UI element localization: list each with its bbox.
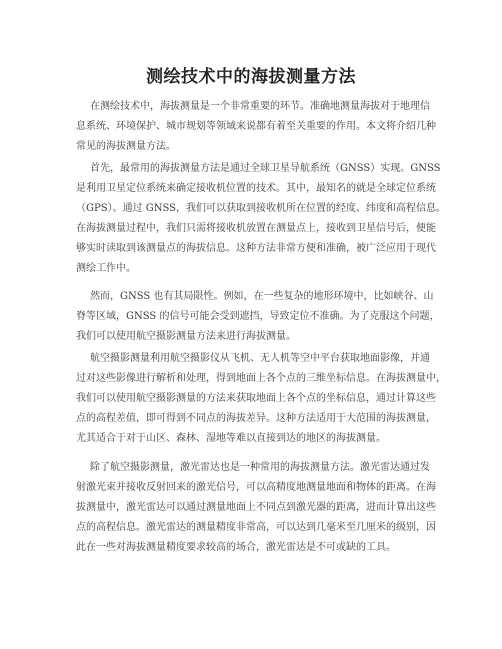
paragraph-lidar xyxy=(76,458,436,558)
paragraph-line: 除了航空摄影测量，激光雷达也是一种常用的海拔测量方法。激光雷达通过发 xyxy=(90,462,430,473)
paragraph-line: 在测绘技术中，海拔测量是一个非常重要的环节。准确地测量海拔对于地理信 xyxy=(90,101,430,112)
paragraph-line: （GPS）。通过 GNSS，我们可以获取到接收机所在位置的经度、纬度和高程信息。 xyxy=(76,203,447,214)
paragraph-intro xyxy=(76,97,436,157)
paragraph-line: 射激光束并接收反射回来的激光信号，可以高精度地测量地面和物体的距离。在海 xyxy=(76,482,436,493)
paragraph-line: 尤其适合于对于山区、森林、湿地等难以直接到达的地区的海拔测量。 xyxy=(76,433,386,444)
paragraph-line: 此在一些对海拔测量精度要求较高的场合，激光雷达是不可或缺的工具。 xyxy=(76,542,396,553)
paragraph-line: 常见的海拔测量方法。 xyxy=(76,141,176,152)
paragraph-line: 过对这些影像进行解析和处理，得到地面上各个点的三维坐标信息。在海拔测量中， xyxy=(76,373,446,384)
paragraph-line: 我们可以使用航空摄影测量的方法来获取地面上各个点的坐标信息，通过计算这些 xyxy=(76,393,436,404)
paragraph-gnss-limitations xyxy=(76,287,440,347)
paragraph-line: 点的高程信息。激光雷达的测量精度非常高，可以达到几毫米至几厘米的级别，因 xyxy=(76,522,436,533)
paragraph-line: 我们可以使用航空摄影测量方法来进行海拔测量。 xyxy=(76,331,296,342)
paragraph-line: 够实时读取到该测量点的海拔信息。这种方法非常方便和准确，被广泛应用于现代 xyxy=(76,243,436,254)
paragraph-line: 首先，最常用的海拔测量方法是通过全球卫星导航系统（GNSS）实现。GNSS xyxy=(90,163,441,174)
paragraph-line: 拔测量中，激光雷达可以通过测量地面上不同点到激光器的距离，进而计算出这些 xyxy=(76,502,436,513)
paragraph-line: 测绘工作中。 xyxy=(76,263,136,274)
paragraph-line: 息系统、环境保护、城市规划等领域来说都有着至关重要的作用。本文将介绍几种 xyxy=(76,121,436,132)
paragraph-line: 点的高程差值，即可得到不同点的海拔差异。这种方法适用于大范围的海拔测量， xyxy=(76,413,436,424)
paragraph-gnss xyxy=(76,159,447,279)
paragraph-line: 脊等区域，GNSS 的信号可能会受到遮挡，导致定位不准确。为了克服这个问题， xyxy=(76,311,440,322)
paragraph-line: 是利用卫星定位系统来确定接收机位置的技术。其中，最知名的就是全球定位系统 xyxy=(76,183,436,194)
paragraph-aerial-photogrammetry xyxy=(76,349,446,449)
paragraph-line: 在海拔测量过程中，我们只需将接收机放置在测量点上，接收到卫星信号后，便能 xyxy=(76,223,436,234)
document-title: 测绘技术中的海拔测量方法 xyxy=(146,67,356,87)
paragraph-line: 航空摄影测量利用航空摄影仪从飞机、无人机等空中平台获取地面影像，并通 xyxy=(90,353,430,364)
paragraph-line: 然而，GNSS 也有其局限性。例如，在一些复杂的地形环境中，比如峡谷、山 xyxy=(90,291,434,302)
